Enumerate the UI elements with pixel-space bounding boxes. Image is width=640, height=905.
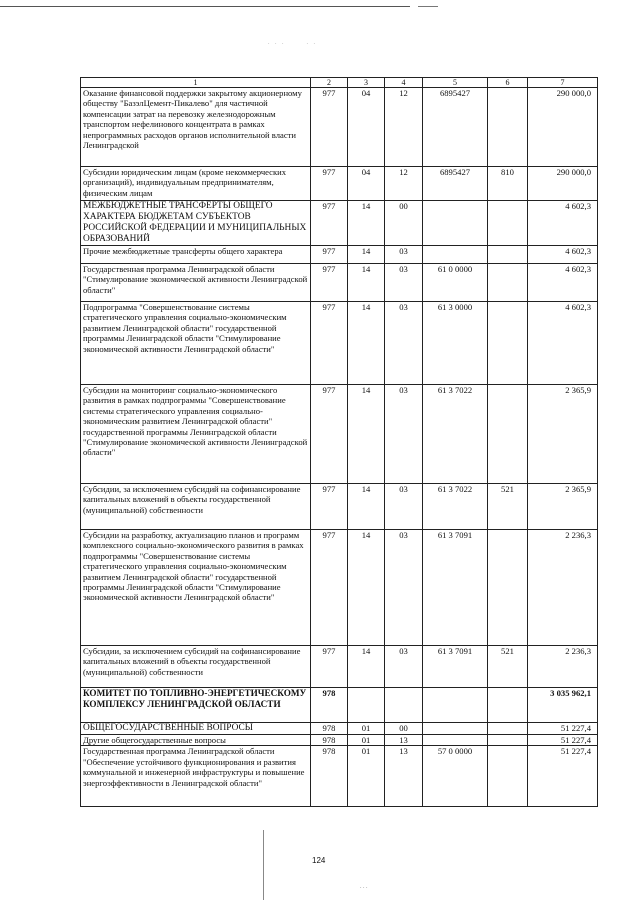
- row-code-admin: 977: [311, 88, 348, 167]
- row-code-section: 14: [348, 646, 385, 688]
- row-code-target: 61 3 7022: [423, 484, 488, 530]
- row-code-target: 61 3 7091: [423, 530, 488, 646]
- row-code-section: 14: [348, 264, 385, 302]
- table-row: [81, 385, 598, 484]
- row-code-subsection: 03: [385, 530, 423, 646]
- row-code-section: 14: [348, 302, 385, 385]
- row-code-section: 04: [348, 88, 385, 167]
- row-code-section: 01: [348, 746, 385, 807]
- table-row: [81, 88, 598, 167]
- row-code-subsection: 03: [385, 385, 423, 484]
- table-row: [81, 302, 598, 385]
- row-code-section: 14: [348, 484, 385, 530]
- row-code-target: 6895427: [423, 88, 488, 167]
- row-amount: 51 227,4: [528, 735, 598, 746]
- col-header-5: 5: [423, 78, 488, 88]
- row-code-expense-type: [488, 723, 528, 735]
- row-code-admin: 977: [311, 264, 348, 302]
- row-code-target: [423, 246, 488, 264]
- scan-artifact-dots: . . . . .: [268, 40, 317, 46]
- row-code-subsection: [385, 688, 423, 723]
- row-code-admin: 977: [311, 302, 348, 385]
- row-code-expense-type: 521: [488, 484, 528, 530]
- row-code-expense-type: [488, 735, 528, 746]
- row-code-admin: 977: [311, 530, 348, 646]
- row-amount: 4 602,3: [528, 264, 598, 302]
- row-code-target: [423, 201, 488, 246]
- row-code-target: 61 3 0000: [423, 302, 488, 385]
- row-code-section: 14: [348, 246, 385, 264]
- row-amount: 2 236,3: [528, 530, 598, 646]
- row-code-admin: 977: [311, 201, 348, 246]
- row-code-section: 01: [348, 735, 385, 746]
- row-name: Государственная программа Ленинградской области "Стимулирование экономической активности Ленинградской области": [81, 264, 311, 302]
- row-code-subsection: 03: [385, 484, 423, 530]
- row-code-subsection: 03: [385, 246, 423, 264]
- row-amount: 3 035 962,1: [528, 688, 598, 723]
- row-code-section: 14: [348, 201, 385, 246]
- row-code-admin: 978: [311, 723, 348, 735]
- table-row: [81, 264, 598, 302]
- col-header-4: 4: [385, 78, 423, 88]
- row-code-target: 61 0 0000: [423, 264, 488, 302]
- scan-artifact-line: [0, 6, 410, 7]
- row-name: Субсидии на мониторинг социально-экономического развития в рамках подпрограммы "Совершенствование системы стратегического управления социально-экономическим развитием Ленинградской области" государственной программы Ленинградской области "Стимулирование экономической активности Ленинградской области": [81, 385, 311, 484]
- row-code-admin: 977: [311, 484, 348, 530]
- row-name: Субсидии, за исключением субсидий на софинансирование капитальных вложений в объекты государственной (муниципальной) собственности: [81, 646, 311, 688]
- row-code-expense-type: [488, 530, 528, 646]
- row-name: Подпрограмма "Совершенствование системы стратегического управления социально-экономическим развитием Ленинградской области" государственной программы Ленинградской области "Стимулирование экономической активности Ленинградской области": [81, 302, 311, 385]
- row-code-target: [423, 723, 488, 735]
- row-name: Прочие межбюджетные трансферты общего характера: [81, 246, 311, 264]
- row-name: Другие общегосударственные вопросы: [81, 735, 311, 746]
- row-name: ОБЩЕГОСУДАРСТВЕННЫЕ ВОПРОСЫ: [81, 723, 311, 735]
- row-amount: 290 000,0: [528, 167, 598, 201]
- budget-table: [80, 77, 598, 807]
- row-code-target: 61 3 7091: [423, 646, 488, 688]
- row-name: Субсидии на разработку, актуализацию планов и программ комплексного социально-экономического развития в рамках подпрограммы "Совершенствование системы стратегического управления социально-экономическим развитием Ленинградской области" государственной программы Ленинградской области "Стимулирование экономической активности Ленинградской области": [81, 530, 311, 646]
- column-number-row: [81, 78, 598, 88]
- row-code-admin: 978: [311, 746, 348, 807]
- row-amount: 4 602,3: [528, 246, 598, 264]
- row-name: Субсидии юридическим лицам (кроме некоммерческих организаций), индивидуальным предпринимателям, физическим лицам: [81, 167, 311, 201]
- row-code-admin: 977: [311, 167, 348, 201]
- row-name: Субсидии, за исключением субсидий на софинансирование капитальных вложений в объекты государственной (муниципальной) собственности: [81, 484, 311, 530]
- row-code-expense-type: [488, 385, 528, 484]
- col-header-1: 1: [81, 78, 311, 88]
- row-code-subsection: 03: [385, 264, 423, 302]
- col-header-7: 7: [528, 78, 598, 88]
- row-code-subsection: 13: [385, 746, 423, 807]
- row-code-subsection: 03: [385, 646, 423, 688]
- row-code-section: 04: [348, 167, 385, 201]
- row-code-admin: 977: [311, 646, 348, 688]
- row-amount: 4 602,3: [528, 302, 598, 385]
- row-amount: 290 000,0: [528, 88, 598, 167]
- row-code-expense-type: [488, 246, 528, 264]
- table-row: [81, 735, 598, 746]
- row-code-expense-type: [488, 746, 528, 807]
- table-row: [81, 201, 598, 246]
- row-code-target: [423, 688, 488, 723]
- row-code-subsection: 00: [385, 723, 423, 735]
- row-name: Оказание финансовой поддержки закрытому акционерному обществу "БазэлЦемент-Пикалево" для частичной компенсации затрат на перевозку железнодорожным транспортом нефелинового концентрата в рамках непрограммных расходов органов исполнительной власти Ленинградской: [81, 88, 311, 167]
- row-code-expense-type: [488, 201, 528, 246]
- row-code-target: [423, 735, 488, 746]
- row-code-expense-type: [488, 688, 528, 723]
- row-code-subsection: 00: [385, 201, 423, 246]
- row-amount: 2 365,9: [528, 385, 598, 484]
- row-name: МЕЖБЮДЖЕТНЫЕ ТРАНСФЕРТЫ ОБЩЕГО ХАРАКТЕРА БЮДЖЕТАМ СУБЪЕКТОВ РОССИЙСКОЙ ФЕДЕРАЦИИ И МУНИЦИПАЛЬНЫХ ОБРАЗОВАНИЙ: [81, 201, 311, 246]
- row-code-section: 01: [348, 723, 385, 735]
- row-code-subsection: 13: [385, 735, 423, 746]
- row-code-target: 61 3 7022: [423, 385, 488, 484]
- page-number: 124: [312, 856, 326, 865]
- row-amount: 51 227,4: [528, 723, 598, 735]
- row-amount: 51 227,4: [528, 746, 598, 807]
- table-row: [81, 723, 598, 735]
- col-header-6: 6: [488, 78, 528, 88]
- row-name: КОМИТЕТ ПО ТОПЛИВНО-ЭНЕРГЕТИЧЕСКОМУ КОМПЛЕКСУ ЛЕНИНГРАДСКОЙ ОБЛАСТИ: [81, 688, 311, 723]
- scan-artifact-mark: [418, 6, 438, 7]
- row-code-admin: 977: [311, 246, 348, 264]
- row-code-target: 6895427: [423, 167, 488, 201]
- table-row: [81, 688, 598, 723]
- row-code-section: 14: [348, 530, 385, 646]
- row-code-subsection: 12: [385, 167, 423, 201]
- row-code-admin: 978: [311, 688, 348, 723]
- scan-artifact-dots-bottom: . . .: [360, 884, 368, 890]
- row-code-subsection: 03: [385, 302, 423, 385]
- row-code-section: [348, 688, 385, 723]
- row-code-expense-type: 810: [488, 167, 528, 201]
- row-amount: 2 365,9: [528, 484, 598, 530]
- col-header-2: 2: [311, 78, 348, 88]
- row-code-expense-type: [488, 302, 528, 385]
- scan-artifact-vertical-line: [263, 830, 264, 900]
- row-code-expense-type: 521: [488, 646, 528, 688]
- row-amount: 2 236,3: [528, 646, 598, 688]
- table-row: [81, 646, 598, 688]
- table-row: [81, 484, 598, 530]
- table-row: [81, 167, 598, 201]
- row-code-target: 57 0 0000: [423, 746, 488, 807]
- row-code-subsection: 12: [385, 88, 423, 167]
- row-name: Государственная программа Ленинградской области "Обеспечение устойчивого функционирования и развития коммунальной и инженерной инфраструктуры и повышение энергоэффективности в Ленинградской области": [81, 746, 311, 807]
- row-code-expense-type: [488, 88, 528, 167]
- row-code-section: 14: [348, 385, 385, 484]
- row-code-admin: 977: [311, 385, 348, 484]
- table-row: [81, 246, 598, 264]
- row-code-admin: 978: [311, 735, 348, 746]
- table-row: [81, 746, 598, 807]
- table-row: [81, 530, 598, 646]
- row-amount: 4 602,3: [528, 201, 598, 246]
- col-header-3: 3: [348, 78, 385, 88]
- row-code-expense-type: [488, 264, 528, 302]
